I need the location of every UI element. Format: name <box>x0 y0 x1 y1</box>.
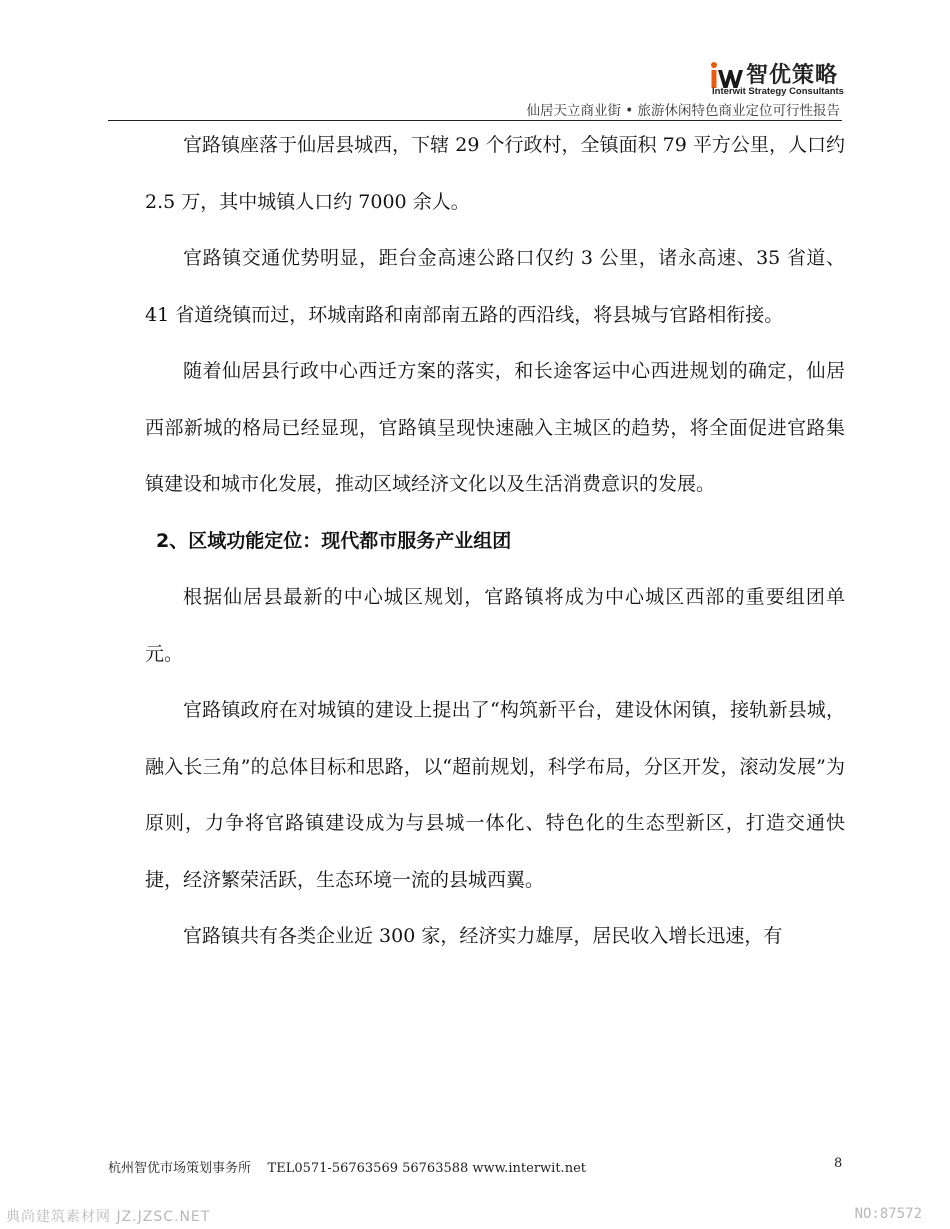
watermark-number: NO:87572 <box>854 1206 922 1222</box>
footer-info <box>108 1157 586 1176</box>
section-heading: 2、区域功能定位：现代都市服务产业组团 <box>156 529 512 552</box>
report-title: 仙居天立商业街 • 旅游休闲特色商业定位可行性报告 <box>526 103 840 119</box>
page-number: 8 <box>834 1156 843 1171</box>
paragraph: 根据仙居县最新的中心城区规划，官路镇将成为中心城区西部的重要组团单元。 <box>145 586 845 665</box>
paragraph: 随着仙居县行政中心西迁方案的落实，和长途客运中心西进规划的确定，仙居西部新城的格局已经显现，官路镇呈现快速融入主城区的趋势，将全面促进官路集镇建设和城市化发展，推动区域经济文化以及生活消费意识的发展。 <box>145 360 845 495</box>
watermark-bar <box>0 1200 950 1229</box>
paragraph: 官路镇座落于仙居县城西，下辖 29 个行政村，全镇面积 79 平方公里，人口约 2.5 万，其中城镇人口约 7000 余人。 <box>145 134 845 213</box>
document-body <box>145 117 845 965</box>
paragraph: 官路镇政府在对城镇的建设上提出了“构筑新平台，建设休闲镇，接轨新县城，融入长三角”的总体目标和思路，以“超前规划，科学布局，分区开发，滚动发展”为原则，力争将官路镇建设成为与县城一体化、特色化的生态型新区，打造交通快捷，经济繁荣活跃，生态环境一流的县城西翼。 <box>145 699 845 891</box>
footer-company: 杭州智优市场策划事务所 <box>108 1161 252 1176</box>
watermark-site: 典尚建筑素材网 JZ.JZSC.NET <box>6 1209 211 1225</box>
paragraph: 官路镇共有各类企业近 300 家，经济实力雄厚，居民收入增长迅速，有 <box>183 925 783 947</box>
paragraph: 官路镇交通优势明显，距台金高速公路口仅约 3 公里，诸永高速、35 省道、41 省道绕镇而过，环城南路和南部南五路的西沿线，将县城与官路相衔接。 <box>145 247 845 326</box>
company-logo <box>710 58 844 98</box>
logo-chinese-name: 智优策略 <box>746 63 839 88</box>
footer-contact: TEL0571-56763569 56763588 www.interwit.net <box>267 1161 586 1176</box>
logo-english-name: Interwit Strategy Consultants <box>712 86 844 97</box>
